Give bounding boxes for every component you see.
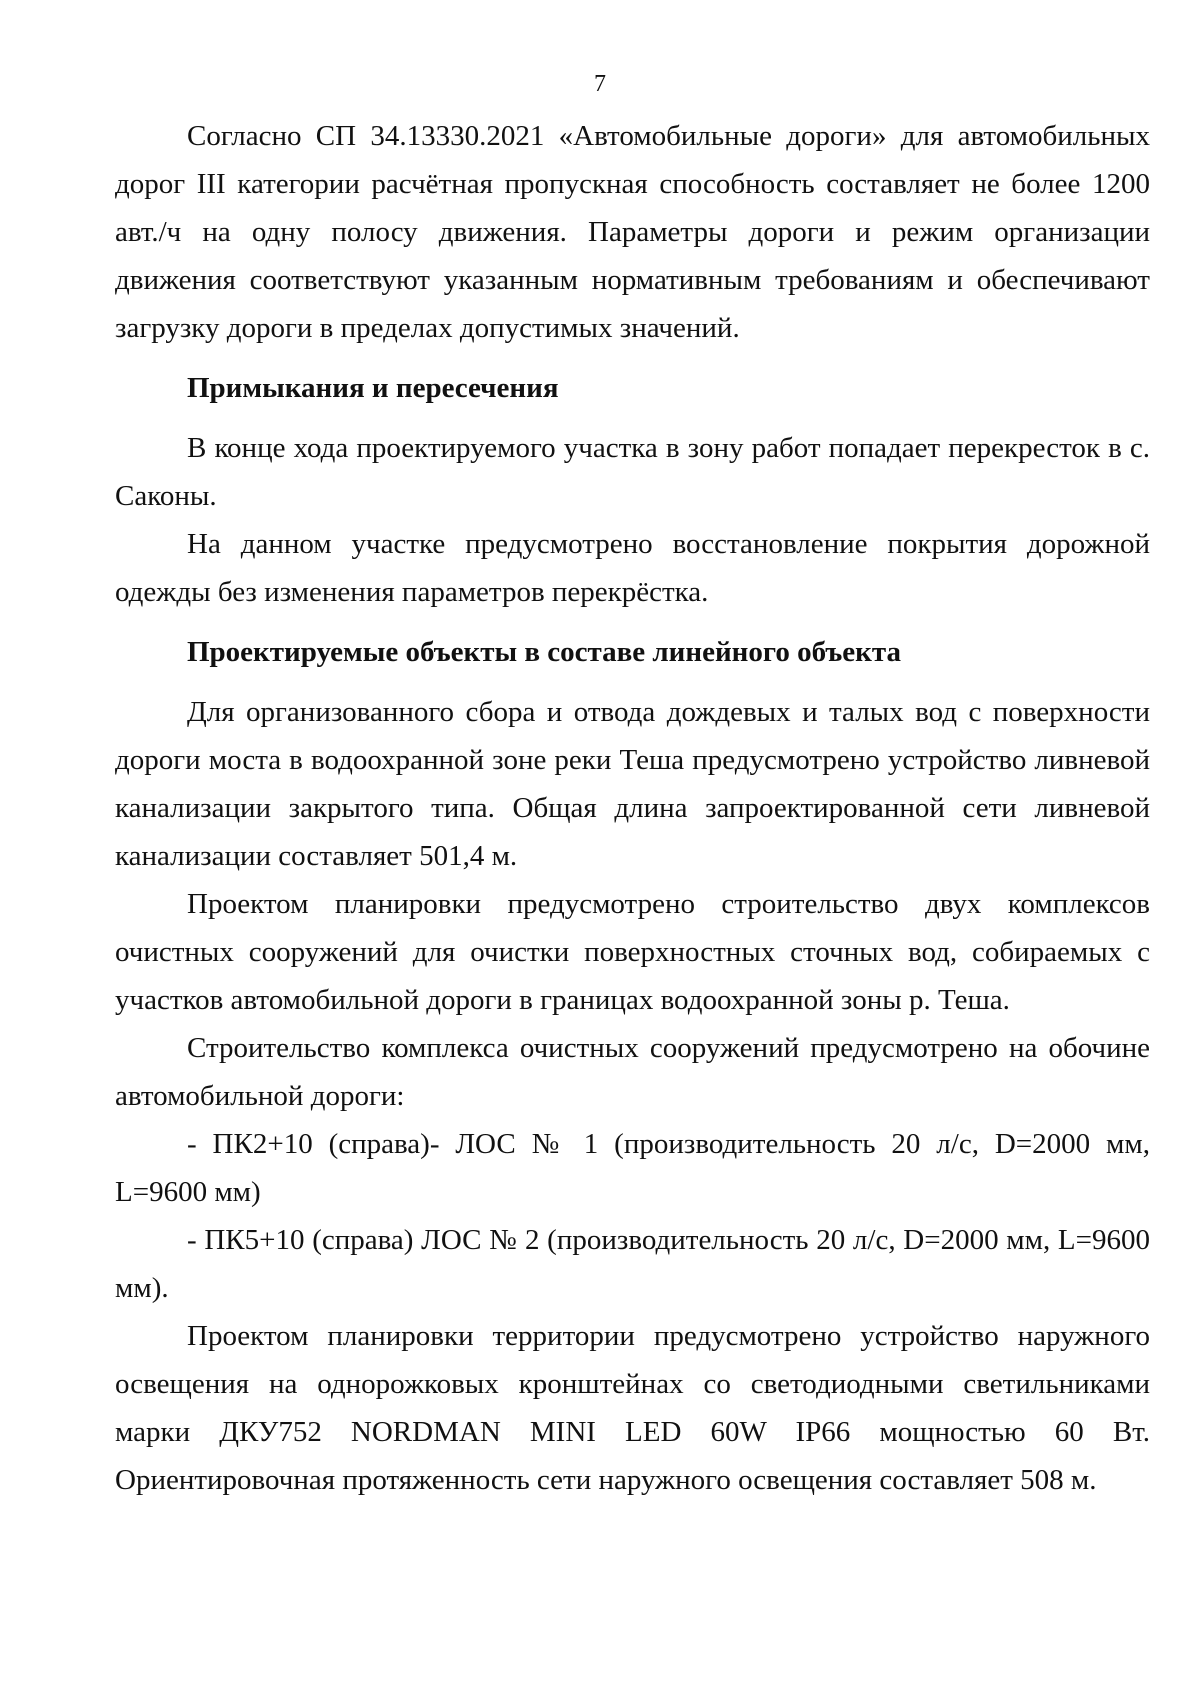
paragraph-facility-location: Строительство комплекса очистных сооружений предусмотрено на обочине автомобильной дороги: [115,1032,1150,1112]
paragraph-road-capacity: Согласно СП 34.13330.2021 «Автомобильные дороги» для автомобильных дорог III категории расчётная пропускная способность составляет не более 1200 авт./ч на одну полосу движения. Параметры дороги и режим организации движения соответствуют указанным нормативным требованиям и обеспечивают загрузку дороги в пределах допустимых значений. [115,120,1150,344]
paragraph-storm-sewer: Для организованного сбора и отвода дождевых и талых вод с поверхности дороги моста в водоохранной зоне реки Теша предусмотрено устройство ливневой канализации закрытого типа. Общая длина запроектированной сети ливневой канализации составляет 501,4 м. [115,696,1150,872]
paragraph-treatment-facilities: Проектом планировки предусмотрено строительство двух комплексов очистных сооружений для очистки поверхностных сточных вод, собираемых с участков автомобильной дороги в границах водоохранной зоны р. Теша. [115,888,1150,1016]
page-number: 7 [594,71,606,97]
paragraph-intersection-location: В конце хода проектируемого участка в зону работ попадает перекресток в с. Саконы. [115,432,1150,512]
paragraph-outdoor-lighting: Проектом планировки территории предусмотрено устройство наружного освещения на однорожковых кронштейнах со светодиодными светильниками марки ДКУ752 NORDMAN MINI LED 60W IP66 мощностью 60 Вт. Ориентировочная протяженность сети наружного освещения составляет 508 м. [115,1320,1150,1496]
list-item-los-2: - ПК5+10 (справа) ЛОС № 2 (производительность 20 л/с, D=2000 мм, L=9600 мм). [115,1224,1150,1304]
document-body [115,112,1150,1504]
heading-designed-objects: Проектируемые объекты в составе линейного объекта [187,636,901,668]
paragraph-pavement-restoration: На данном участке предусмотрено восстановление покрытия дорожной одежды без изменения параметров перекрёстка. [115,528,1150,608]
list-item-los-1: - ПК2+10 (справа)- ЛОС № 1 (производительность 20 л/с, D=2000 мм, L=9600 мм) [115,1128,1150,1208]
heading-junctions-and-intersections: Примыкания и пересечения [187,372,559,404]
